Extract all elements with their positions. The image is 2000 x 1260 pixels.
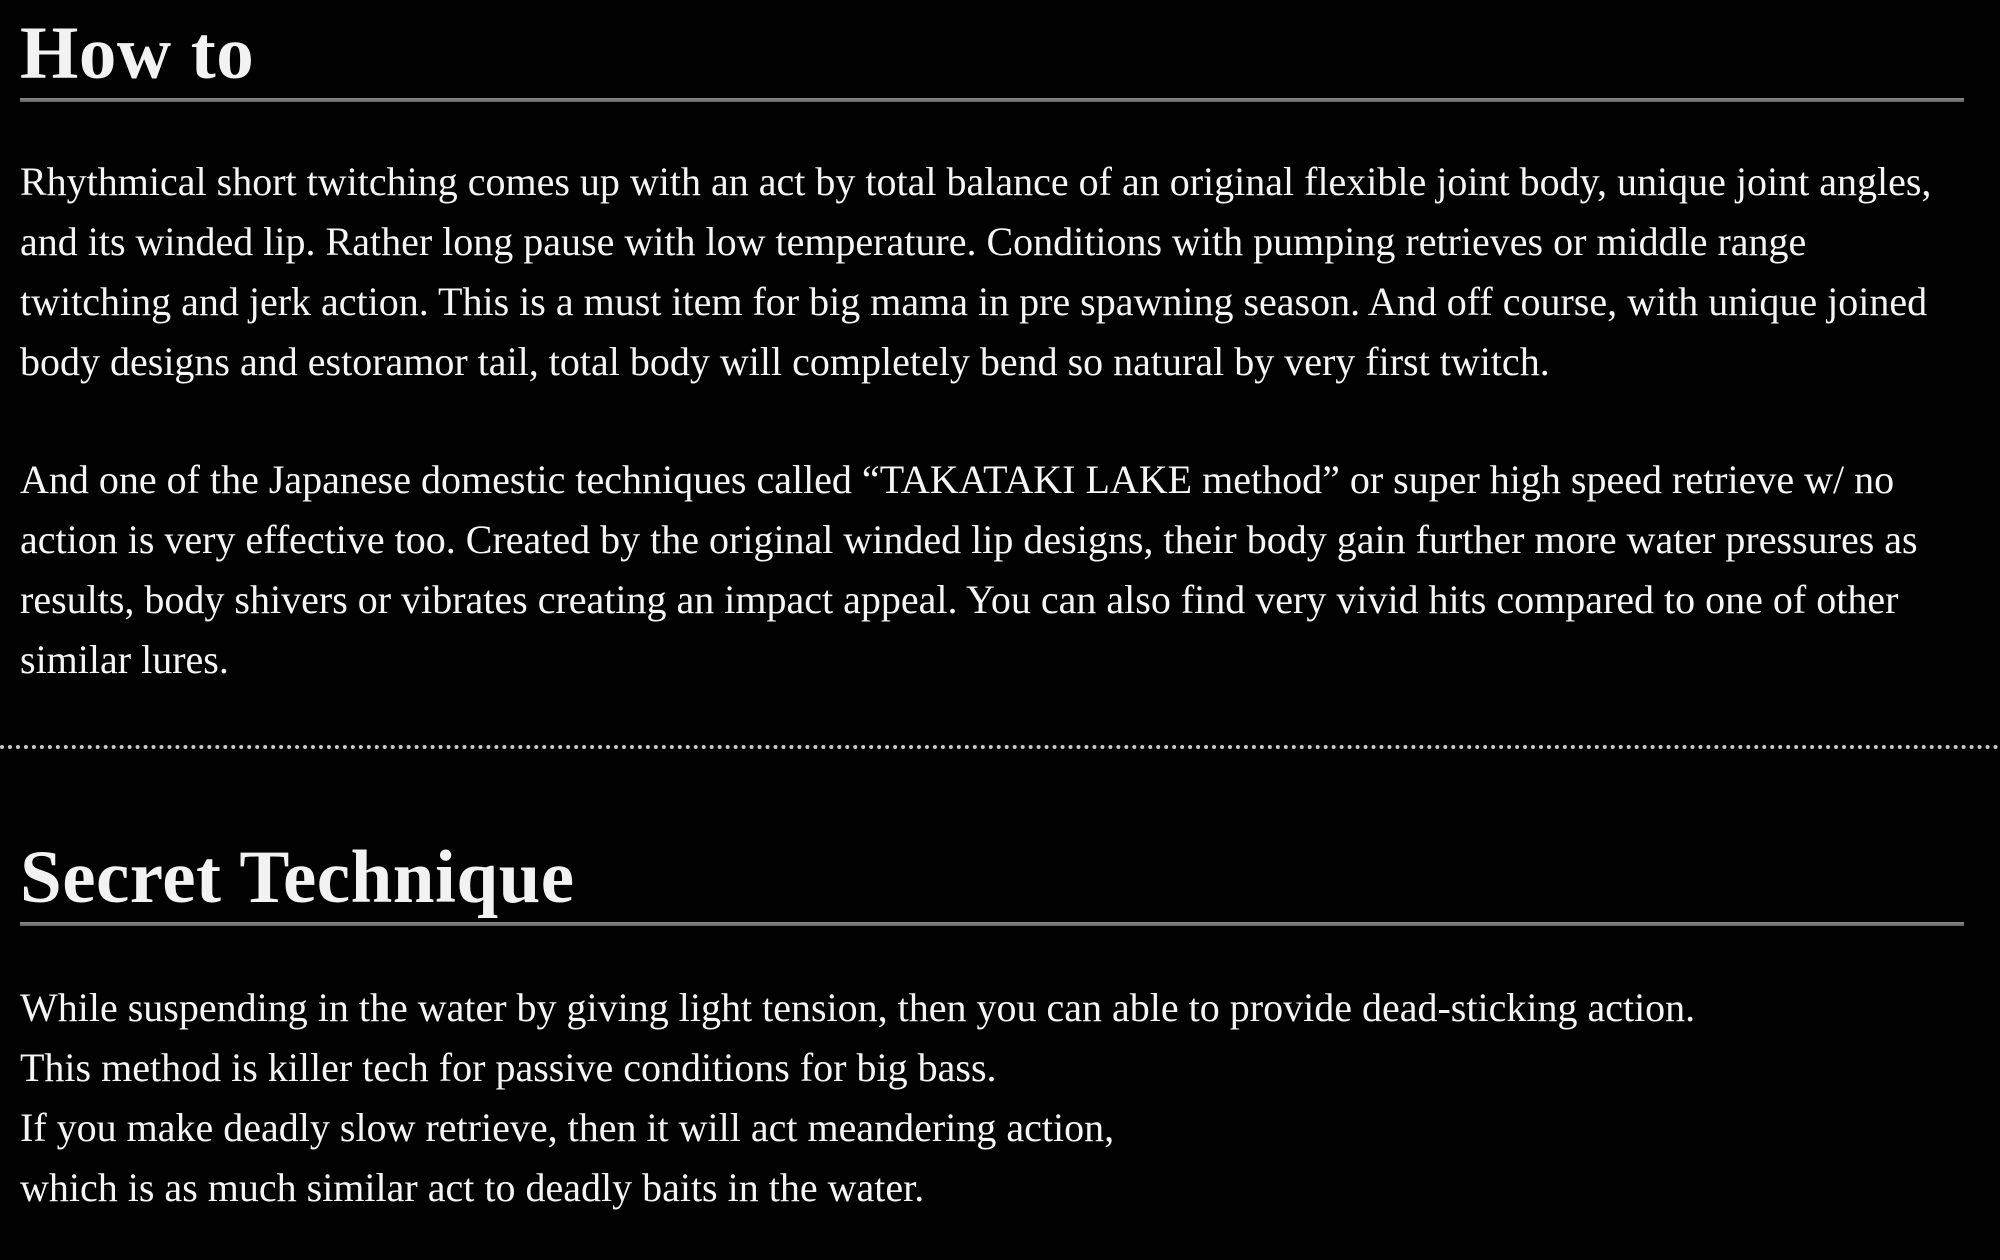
secret-technique-line-3: If you make deadly slow retrieve, then it will act meandering action,	[20, 1105, 1115, 1150]
secret-technique-section	[20, 836, 1964, 1218]
how-to-paragraph-2: And one of the Japanese domestic techniques called “TAKATAKI LAKE method” or super high speed retrieve w/ no action is very effective too. Created by the original winded lip designs, their body gain further more water pressures as results, body shivers or vibrates creating an impact appeal. You can also find very vivid hits compared to one of other similar lures.	[20, 457, 1918, 682]
how-to-paragraph-1: Rhythmical short twitching comes up with an act by total balance of an original flexible joint body, unique joint angles, and its winded lip. Rather long pause with low temperature. Conditions with pumping retrieves or middle range twitching and jerk action. This is a must item for big mama in pre spawning season. And off course, with unique joined body designs and estoramor tail, total body will completely bend so natural by very first twitch.	[20, 159, 1932, 384]
secret-technique-title-underline	[20, 922, 1964, 926]
secret-technique-line-4: which is as much similar act to deadly baits in the water.	[20, 1165, 925, 1210]
secret-technique-title: Secret Technique	[20, 836, 575, 919]
how-to-section	[20, 12, 1964, 690]
how-to-title: How to	[20, 12, 255, 95]
secret-technique-text	[20, 978, 1964, 1218]
secret-technique-line-1: While suspending in the water by giving light tension, then you can able to provide dead-sticking action.	[20, 985, 1696, 1030]
how-to-title-underline	[20, 98, 1964, 102]
secret-technique-line-2: This method is killer tech for passive conditions for big bass.	[20, 1045, 997, 1090]
section-dotted-divider	[0, 745, 2000, 749]
